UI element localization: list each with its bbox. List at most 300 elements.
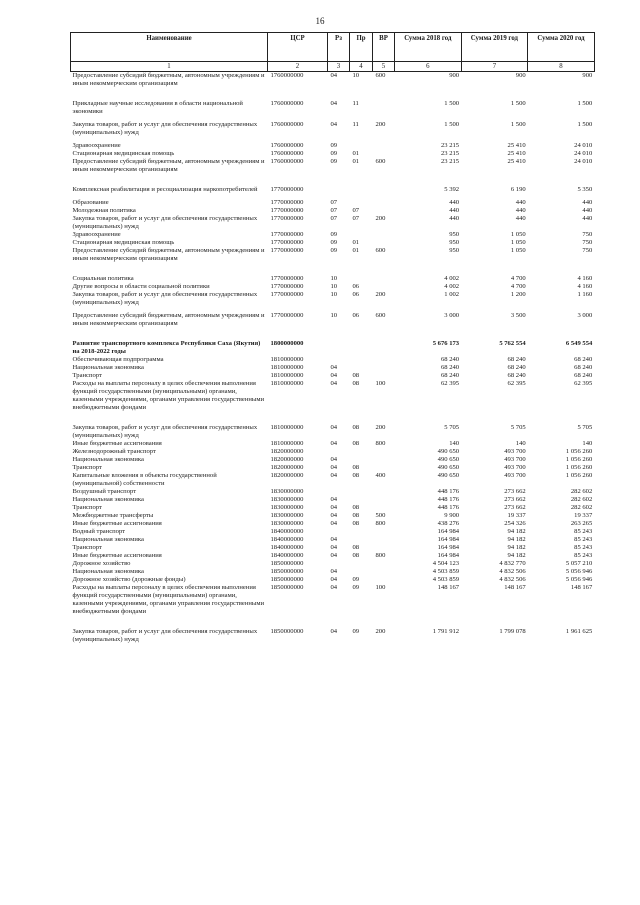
cell-rz [328,488,350,496]
cell-sum-2020: 1 056 260 [565,448,593,455]
cell-sum-2020: 24 010 [574,142,593,149]
cell-csr: 1770000000 [270,186,304,193]
cell-vr: 100 [375,584,386,591]
cell-name: Иные бюджетные ассигнования [72,440,162,447]
cell-name: Транспорт [72,464,102,471]
cell-pr: 08 [352,512,360,519]
cell-vr [373,488,395,496]
cell-rz: 10 [330,312,338,319]
cell-sum-2018: 9 900 [444,512,460,519]
cell-name: Национальная экономика [72,496,144,503]
header-number: 4 [350,62,373,72]
cell-csr: 1830000000 [270,488,304,495]
cell-name: Закупка товаров, работ и услуг для обеспечения государственных (муниципальных) нужд [72,291,258,306]
cell-sum-2020: 24 010 [574,150,593,157]
cell-rz: 04 [330,576,338,583]
table-row [71,488,595,496]
table-row [71,291,595,307]
cell-sum-2018: 440 [449,215,460,222]
cell-pr: 06 [352,291,360,298]
cell-sum-2019: 1 500 [510,121,526,128]
cell-pr [350,528,373,536]
table-row [71,584,595,616]
cell-rz [328,528,350,536]
cell-rz: 09 [330,150,338,157]
cell-csr: 1810000000 [270,356,304,363]
cell-sum-2020: 1 500 [577,121,593,128]
cell-csr: 1850000000 [270,568,304,575]
cell-sum-2018: 68 240 [440,356,460,363]
cell-vr [373,207,395,215]
cell-vr [373,150,395,158]
cell-csr: 1810000000 [270,372,304,379]
cell-sum-2020: 19 337 [574,512,593,519]
cell-rz: 04 [330,584,338,591]
cell-sum-2019: 94 182 [507,544,526,551]
cell-pr [350,340,373,356]
header-vr: ВР [373,33,395,62]
cell-sum-2019: 1 500 [510,100,526,107]
header-name: Наименование [71,33,268,62]
cell-sum-2019: 493 700 [504,456,526,463]
budget-table [70,32,595,644]
cell-vr [373,142,395,150]
cell-sum-2018: 68 240 [440,372,460,379]
cell-sum-2018: 438 276 [437,520,460,527]
table-body [71,72,595,645]
cell-vr [373,239,395,247]
cell-sum-2020: 1 056 260 [565,464,593,471]
header-pr: Пр [350,33,373,62]
cell-pr: 08 [352,424,360,431]
cell-rz: 04 [330,496,338,503]
cell-vr: 200 [375,121,386,128]
cell-vr [373,275,395,283]
table-row [71,424,595,440]
cell-csr: 1850000000 [270,560,304,567]
row-spacer [71,328,595,340]
cell-name: Транспорт [72,372,102,379]
cell-name: Иные бюджетные ассигнования [72,520,162,527]
cell-sum-2019: 273 662 [504,488,526,495]
header-number: 3 [328,62,350,72]
cell-sum-2018: 23 215 [440,150,460,157]
cell-rz: 04 [330,544,338,551]
cell-name: Здравоохранение [72,231,121,238]
cell-vr: 600 [375,247,386,254]
cell-csr: 1840000000 [270,528,304,535]
cell-sum-2019: 68 240 [507,372,526,379]
cell-csr: 1810000000 [270,440,304,447]
cell-vr: 600 [375,312,386,319]
cell-sum-2018: 4 504 123 [432,560,460,567]
cell-pr: 09 [352,628,360,635]
cell-sum-2020: 68 240 [574,364,593,371]
cell-rz: 04 [330,512,338,519]
cell-pr: 01 [352,239,360,246]
cell-csr: 1810000000 [270,424,304,431]
cell-name: Железнодорожный транспорт [72,448,156,455]
table-row [71,528,595,536]
cell-csr: 1770000000 [270,312,304,319]
header-number: 7 [461,62,528,72]
cell-sum-2019: 440 [515,199,526,206]
cell-sum-2020: 4 160 [577,275,593,282]
cell-sum-2019: 94 182 [507,552,526,559]
cell-vr: 200 [375,424,386,431]
cell-pr [350,488,373,496]
cell-vr: 200 [375,291,386,298]
cell-sum-2019: 68 240 [507,364,526,371]
cell-vr [373,100,395,116]
cell-sum-2020: 85 243 [574,552,593,559]
table-row [71,312,595,328]
cell-sum-2019: 440 [515,207,526,214]
cell-rz: 04 [330,520,338,527]
cell-pr: 08 [352,380,360,387]
table-row [71,239,595,247]
cell-sum-2020: 282 602 [570,504,593,511]
cell-sum-2018: 148 167 [437,584,460,591]
cell-sum-2018: 164 984 [437,544,460,551]
cell-sum-2020: 62 395 [574,380,593,387]
cell-name: Национальная экономика [72,536,144,543]
cell-csr: 1810000000 [270,364,304,371]
table-row [71,142,595,150]
cell-csr: 1850000000 [270,584,304,591]
cell-sum-2019: 4 832 506 [499,576,526,583]
cell-pr [350,142,373,150]
table-row [71,199,595,207]
cell-sum-2020: 5 056 946 [565,576,593,583]
cell-rz: 04 [330,72,338,79]
cell-vr [373,536,395,544]
cell-sum-2019: 273 662 [504,496,526,503]
cell-name: Капитальные вложения в объекты государственной (муниципальной) собственности [72,472,217,487]
cell-csr: 1840000000 [270,544,304,551]
cell-sum-2020: 24 010 [574,158,593,165]
cell-csr: 1830000000 [270,520,304,527]
cell-rz: 09 [330,247,338,254]
spacer-cell [71,412,595,424]
cell-csr: 1850000000 [270,576,304,583]
cell-sum-2020: 1 500 [577,100,593,107]
cell-pr: 08 [352,464,360,471]
cell-name: Закупка товаров, работ и услуг для обеспечения государственных (муниципальных) нужд [72,121,258,136]
cell-vr [373,528,395,536]
table-row [71,456,595,464]
cell-sum-2019: 5 705 [510,424,526,431]
cell-csr: 1760000000 [270,158,304,165]
cell-csr: 1760000000 [270,72,304,79]
cell-sum-2019: 4 832 770 [499,560,526,567]
cell-pr [350,231,373,239]
cell-vr [373,356,395,364]
cell-sum-2018: 950 [449,239,460,246]
table-row [71,231,595,239]
cell-pr [350,356,373,364]
cell-rz [328,448,350,456]
cell-pr [350,456,373,464]
cell-sum-2020: 68 240 [574,372,593,379]
table-row [71,72,595,89]
cell-name: Обеспечивающая подпрограмма [72,356,164,363]
cell-csr: 1820000000 [270,456,304,463]
cell-rz: 10 [330,275,338,282]
cell-pr: 06 [352,312,360,319]
cell-vr: 200 [375,215,386,222]
spacer-cell [71,263,595,275]
cell-rz: 09 [330,142,338,149]
cell-name: Закупка товаров, работ и услуг для обеспечения государственных (муниципальных) нужд [72,424,258,439]
cell-csr: 1770000000 [270,291,304,298]
cell-sum-2019: 493 700 [504,448,526,455]
table-row [71,150,595,158]
cell-vr: 600 [375,72,386,79]
cell-sum-2018: 164 984 [437,536,460,543]
cell-rz [328,186,350,194]
cell-sum-2019: 1 050 [510,247,526,254]
cell-name: Стационарная медицинская помощь [72,239,175,246]
cell-sum-2019: 4 700 [510,275,526,282]
cell-pr: 07 [352,207,360,214]
header-number: 1 [71,62,268,72]
cell-sum-2020: 750 [582,247,593,254]
cell-csr: 1770000000 [270,199,304,206]
cell-csr: 1840000000 [270,536,304,543]
cell-pr [350,568,373,576]
cell-vr [373,186,395,194]
cell-csr: 1760000000 [270,121,304,128]
cell-sum-2020: 1 056 260 [565,472,593,479]
cell-rz: 04 [330,628,338,635]
cell-vr [373,464,395,472]
cell-name: Закупка товаров, работ и услуг для обеспечения государственных (муниципальных) нужд [72,628,258,643]
row-spacer [71,263,595,275]
cell-name: Дорожное хозяйство [72,560,131,567]
cell-vr [373,283,395,291]
cell-sum-2019: 254 326 [504,520,526,527]
header-sum-2019: Сумма 2019 год [461,33,528,62]
cell-rz: 04 [330,464,338,471]
header-csr: ЦСР [268,33,328,62]
cell-name: Развитие транспортного комплекса Республики Саха (Якутия) на 2018-2022 годы [72,340,261,355]
cell-sum-2018: 23 215 [440,158,460,165]
cell-sum-2018: 164 984 [437,552,460,559]
header-rz: Рз [328,33,350,62]
cell-sum-2018: 490 650 [437,448,460,455]
cell-rz: 04 [330,121,338,128]
cell-csr: 1810000000 [270,380,304,387]
cell-name: Национальная экономика [72,568,144,575]
cell-sum-2019: 440 [515,215,526,222]
cell-name: Расходы на выплаты персоналу в целях обеспечения выполнения функций государственными (муниципальными) органами, казенными учреждениями, органами управления государственными внебюджетными фондами [72,380,265,411]
cell-sum-2020: 85 243 [574,544,593,551]
cell-pr [350,536,373,544]
cell-pr: 08 [352,440,360,447]
cell-pr: 06 [352,283,360,290]
cell-csr: 1770000000 [270,207,304,214]
cell-vr: 800 [375,552,386,559]
cell-vr [373,231,395,239]
cell-pr: 09 [352,576,360,583]
cell-pr [350,364,373,372]
cell-name: Межбюджетные трансферты [72,512,154,519]
cell-rz: 09 [330,158,338,165]
cell-sum-2018: 62 395 [440,380,460,387]
cell-vr [373,496,395,504]
cell-pr [350,186,373,194]
cell-name: Молодежная политика [72,207,136,214]
cell-name: Дорожное хозяйство (дорожные фонды) [72,576,186,583]
table-row [71,356,595,364]
cell-vr [373,568,395,576]
cell-csr: 1770000000 [270,239,304,246]
cell-vr [373,456,395,464]
cell-sum-2018: 4 503 859 [432,568,460,575]
cell-name: Предоставление субсидий бюджетным, автономным учреждениям и иным некоммерческим организациям [72,312,265,327]
table-row [71,496,595,504]
header-number: 8 [528,62,595,72]
cell-rz: 04 [330,380,338,387]
cell-pr [350,199,373,207]
cell-name: Национальная экономика [72,364,144,371]
cell-name: Прикладные научные исследования в области национальной экономики [72,100,243,115]
cell-name: Стационарная медицинская помощь [72,150,175,157]
cell-csr: 1830000000 [270,504,304,511]
spacer-cell [71,174,595,186]
cell-vr [373,340,395,356]
cell-pr [350,560,373,568]
cell-sum-2018: 5 705 [444,424,460,431]
cell-sum-2018: 490 650 [437,456,460,463]
spacer-cell [71,88,595,100]
table-row [71,440,595,448]
cell-csr: 1820000000 [270,464,304,471]
table-row [71,544,595,552]
table-row [71,472,595,488]
cell-sum-2019: 273 662 [504,504,526,511]
cell-sum-2018: 490 650 [437,464,460,471]
cell-sum-2020: 85 243 [574,536,593,543]
cell-sum-2019: 5 762 554 [499,340,526,347]
cell-rz: 07 [330,207,338,214]
cell-name: Транспорт [72,504,102,511]
cell-sum-2019: 25 410 [507,142,526,149]
cell-rz: 04 [330,100,338,107]
cell-sum-2018: 164 984 [437,528,460,535]
cell-vr [373,544,395,552]
cell-vr [373,576,395,584]
cell-rz: 07 [330,215,338,222]
table-row [71,536,595,544]
header-sum-2018: Сумма 2018 год [395,33,462,62]
cell-sum-2020: 440 [582,199,593,206]
cell-rz: 07 [330,199,338,206]
cell-rz: 04 [330,364,338,371]
cell-vr [373,560,395,568]
cell-name: Иные бюджетные ассигнования [72,552,162,559]
cell-sum-2019: 900 [515,72,526,79]
cell-sum-2019: 4 832 506 [499,568,526,575]
cell-rz: 04 [330,456,338,463]
cell-sum-2018: 448 176 [437,488,460,495]
cell-name: Предоставление субсидий бюджетным, автономным учреждениям и иным некоммерческим организациям [72,247,265,262]
cell-csr: 1840000000 [270,552,304,559]
cell-sum-2018: 4 503 859 [432,576,460,583]
cell-name: Национальная экономика [72,456,144,463]
cell-sum-2020: 1 056 260 [565,456,593,463]
table-row [71,215,595,231]
cell-pr: 01 [352,150,360,157]
table-row [71,158,595,174]
cell-csr: 1770000000 [270,215,304,222]
cell-sum-2020: 3 000 [577,312,593,319]
cell-pr: 01 [352,158,360,165]
row-spacer [71,88,595,100]
cell-sum-2018: 1 500 [444,100,460,107]
cell-csr: 1770000000 [270,231,304,238]
cell-csr: 1820000000 [270,448,304,455]
cell-vr: 500 [375,512,386,519]
cell-sum-2018: 490 650 [437,472,460,479]
cell-pr: 10 [352,72,360,79]
cell-sum-2020: 750 [582,239,593,246]
cell-pr: 01 [352,247,360,254]
cell-sum-2018: 1 791 912 [432,628,460,635]
cell-rz: 09 [330,239,338,246]
cell-sum-2020: 263 265 [570,520,593,527]
cell-sum-2018: 23 215 [440,142,460,149]
cell-name: Здравоохранение [72,142,121,149]
header-number-row [71,62,595,72]
table-row [71,186,595,194]
cell-csr: 1770000000 [270,247,304,254]
cell-sum-2019: 6 190 [510,186,526,193]
row-spacer [71,616,595,628]
cell-sum-2018: 4 002 [444,275,460,282]
cell-sum-2018: 440 [449,207,460,214]
cell-vr [373,372,395,380]
cell-csr: 1830000000 [270,496,304,503]
cell-vr: 100 [375,380,386,387]
cell-sum-2020: 85 243 [574,528,593,535]
table-row [71,628,595,644]
cell-name: Предоставление субсидий бюджетным, автономным учреждениям и иным некоммерческим организациям [72,72,265,87]
cell-sum-2020: 900 [582,72,593,79]
cell-sum-2020: 440 [582,215,593,222]
cell-sum-2018: 448 176 [437,496,460,503]
cell-sum-2018: 3 000 [444,312,460,319]
cell-rz: 04 [330,568,338,575]
cell-name: Водный транспорт [72,528,126,535]
table-row [71,364,595,372]
spacer-cell [71,328,595,340]
table-row [71,100,595,116]
cell-rz: 04 [330,504,338,511]
cell-sum-2019: 62 395 [507,380,526,387]
cell-sum-2019: 493 700 [504,472,526,479]
cell-pr: 08 [352,520,360,527]
cell-sum-2018: 1 002 [444,291,460,298]
cell-sum-2020: 1 961 625 [565,628,593,635]
cell-rz: 09 [330,231,338,238]
cell-rz: 04 [330,536,338,543]
header-sum-2020: Сумма 2020 год [528,33,595,62]
cell-sum-2019: 1 799 078 [499,628,526,635]
cell-pr: 11 [352,121,359,128]
cell-pr [350,496,373,504]
